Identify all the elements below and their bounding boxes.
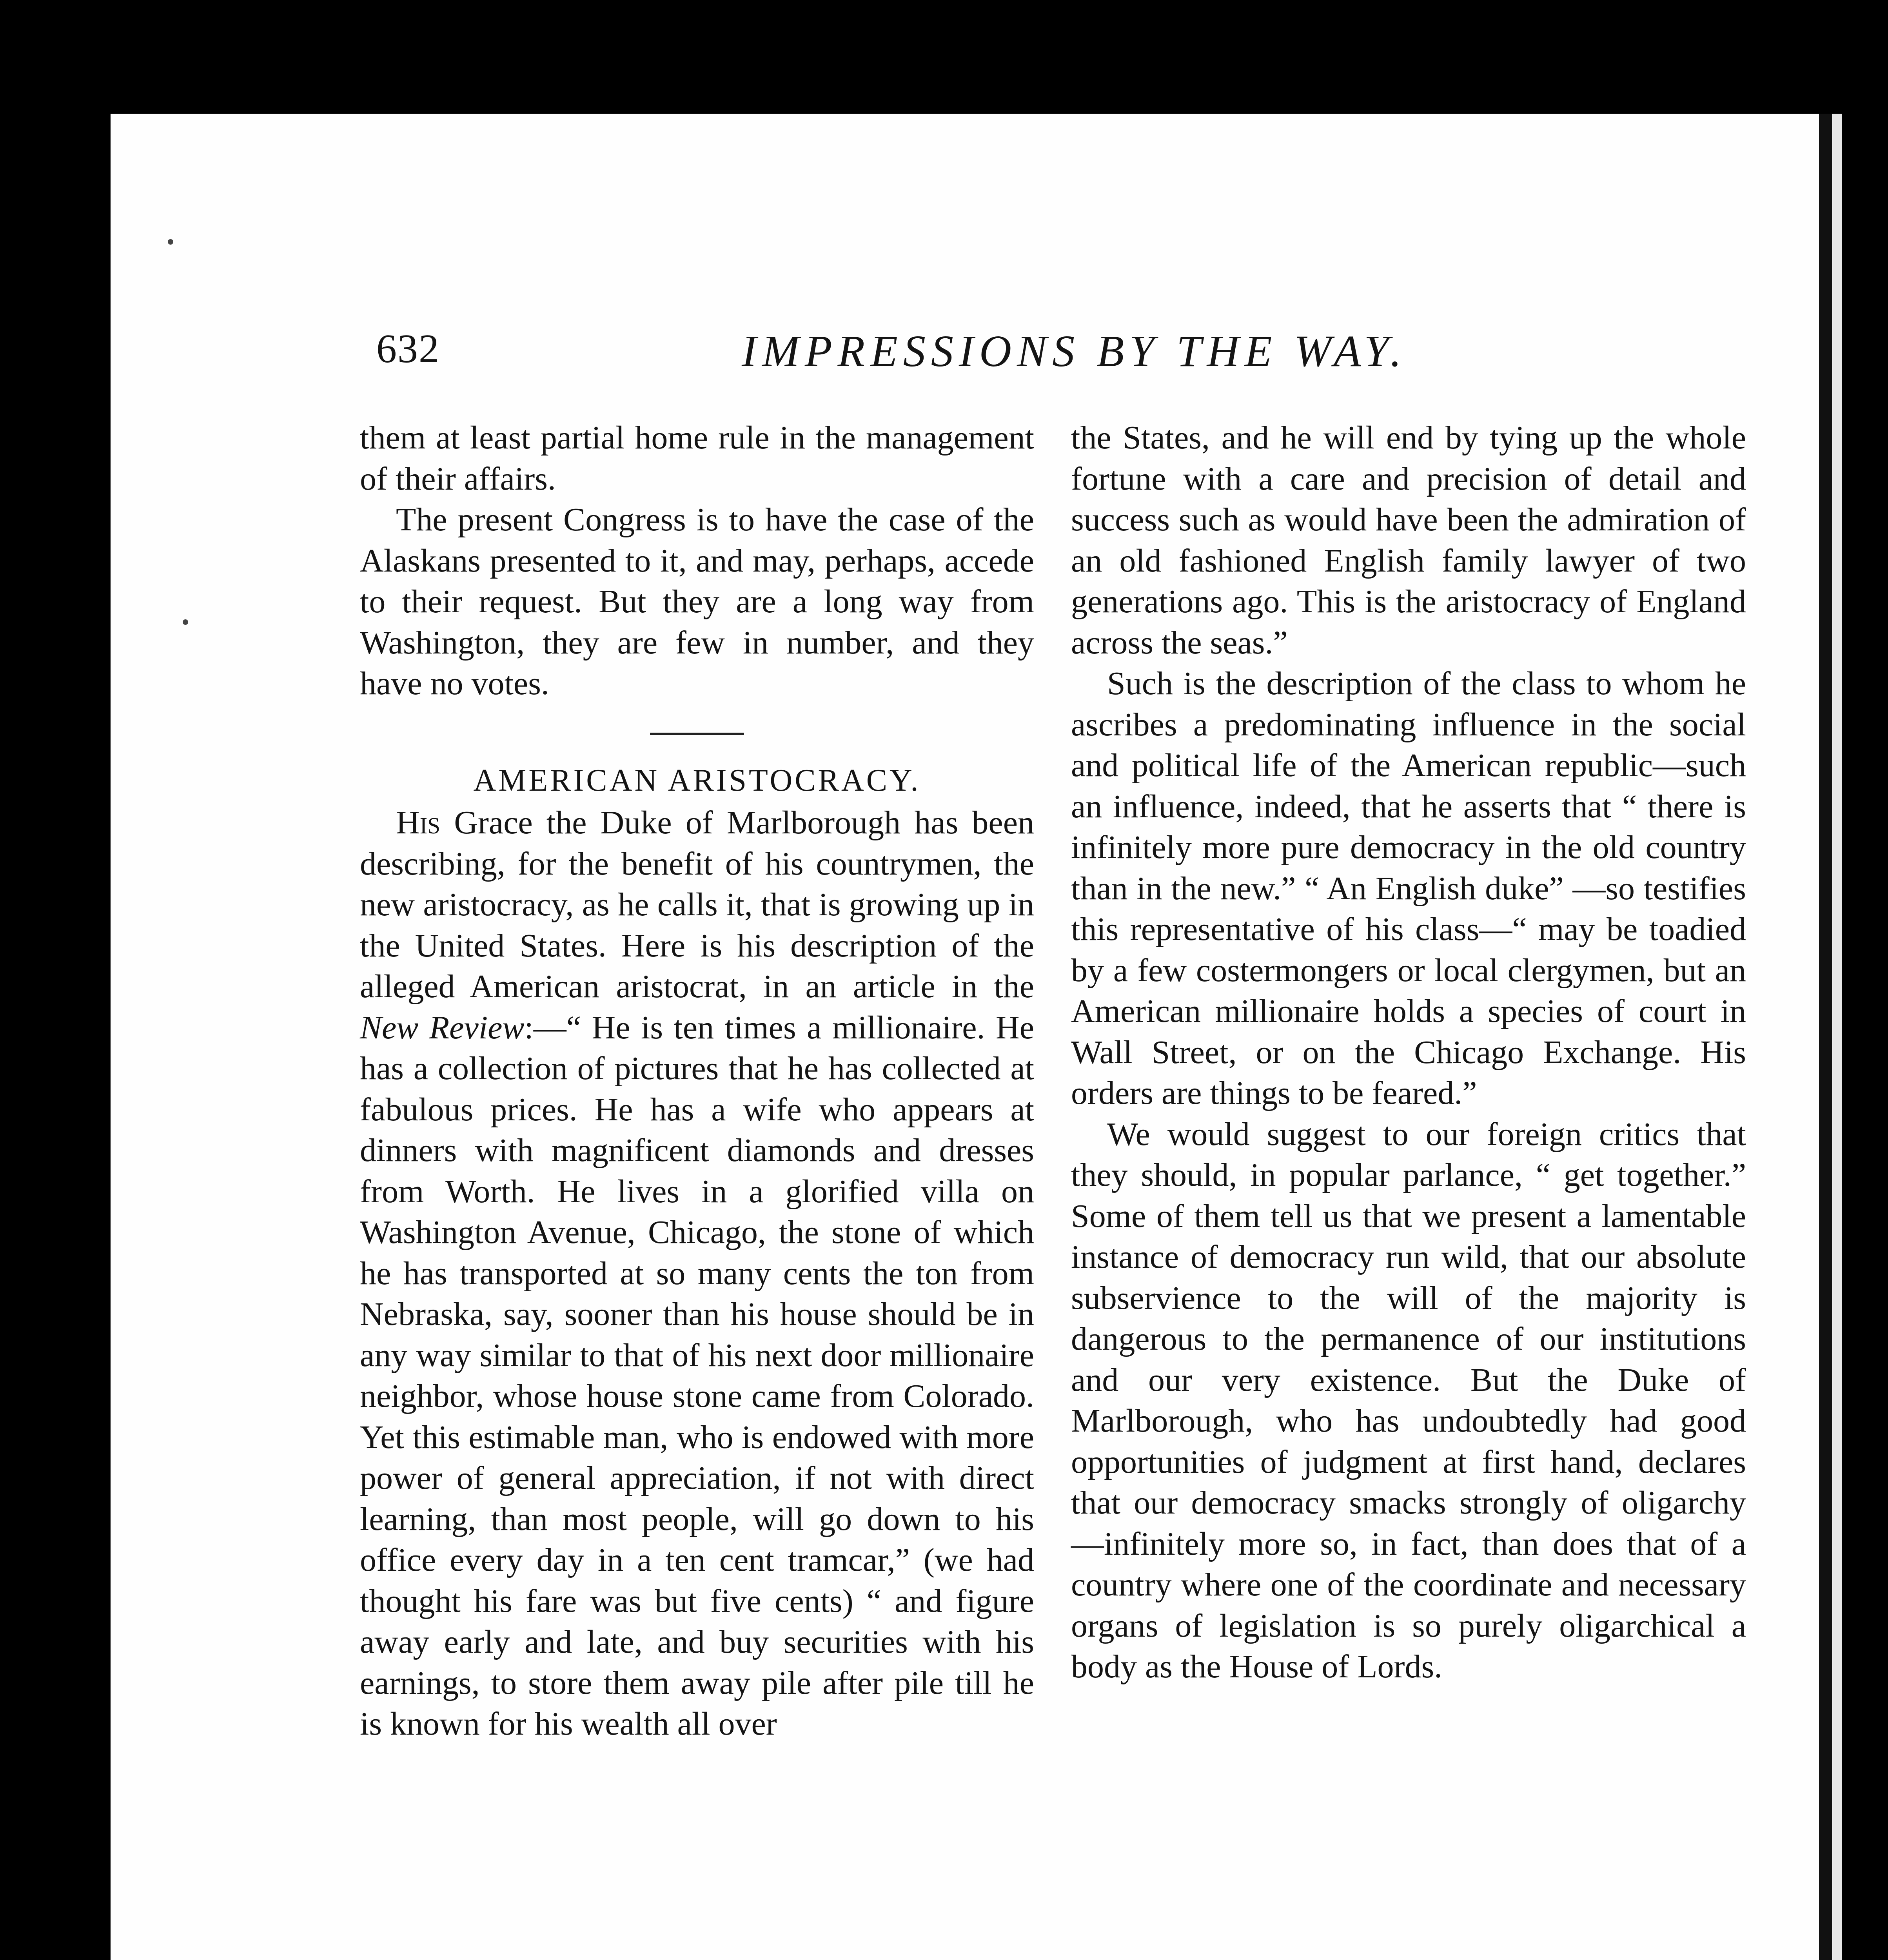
- publication-title: New Review: [360, 1009, 525, 1046]
- paragraph: The present Congress is to have the case of the Alaskans presented to it, and may, perhaps, accede to their request. But they are a long way from Washington, they are few in number, and they have no votes.: [360, 501, 1034, 702]
- speck: [168, 239, 173, 245]
- paragraph: Such is the description of the class to whom he ascribes a predominating influence in the social and political life of the American republic—such an influence, indeed, that he asserts that “ there is infinitely more pure democracy in the old country than in the new.” “ An English duke” —so testifies this representative of his class—“ may be toadied by a few costermongers or local clergymen, but an American millionaire holds a species of court in Wall Street, or on the Chicago Exchange. His orders are things to be feared.”: [1071, 665, 1746, 1111]
- section-divider: [650, 733, 744, 735]
- left-column: [360, 417, 1034, 1745]
- page-number: 632: [376, 326, 440, 371]
- magazine-page: [111, 114, 1834, 1960]
- page-edge-shadow: [1819, 114, 1832, 1960]
- page-header: [111, 325, 1834, 392]
- speck: [183, 619, 188, 625]
- paragraph: [360, 802, 1034, 1745]
- text-run: :—“ He is ten times a millionaire. He has a collection of pictures that he has collected at fabulous prices. He has a wife who appears at dinners with magnificent diamonds and dresses from Worth. He lives in a glorified villa on Washington Avenue, Chicago, the stone of which he has transported at so many cents the ton from Nebraska, say, sooner than his house should be in any way similar to that of his next door millionaire neighbor, whose house stone came from Colorado. Yet this estimable man, who is endowed with more power of general appreciation, if not with direct learning, than most people, will go down to his office every day in a ten cent tramcar,” (we had thought his fare was but five cents) “ and figure away early and late, and buy securities with his earnings, to store them away pile after pile till he is known for his wealth all over: [360, 1009, 1034, 1742]
- right-column: [1071, 417, 1746, 1688]
- text-run: Grace the Duke of Marlborough has been describing, for the benefit of his countrymen, the new aristocracy, as he calls it, that is growing up in the United States. Here is his description of the alleged American aristocrat, in an article in the: [360, 804, 1034, 1005]
- paragraph: the States, and he will end by tying up the whole fortune with a care and precision of detail and success such as would have been the admiration of an old fashioned English family lawyer of two generations ago. This is the aristocracy of England across the seas.”: [1071, 419, 1746, 661]
- next-page-edge: [1833, 114, 1842, 1960]
- paragraph: We would suggest to our foreign critics that they should, in popular parlance, “ get together.” Some of them tell us that we present a lamentable instance of democracy run wild, that our absolute subservience to the will of the majority is dangerous to the permanence of our institutions and our very existence. But the Duke of Marlborough, who has undoubtedly had good opportunities of judgment at first hand, declares that our democracy smacks strongly of oligarchy—infinitely more so, in fact, than does that of a country where one of the coordinate and necessary organs of legislation is so purely oligarchical a body as the House of Lords.: [1071, 1116, 1746, 1685]
- running-title: IMPRESSIONS BY THE WAY.: [742, 326, 1407, 376]
- lead-word: His: [396, 804, 441, 841]
- section-heading: AMERICAN ARISTOCRACY.: [473, 763, 921, 798]
- paragraph: them at least partial home rule in the management of their affairs.: [360, 419, 1034, 497]
